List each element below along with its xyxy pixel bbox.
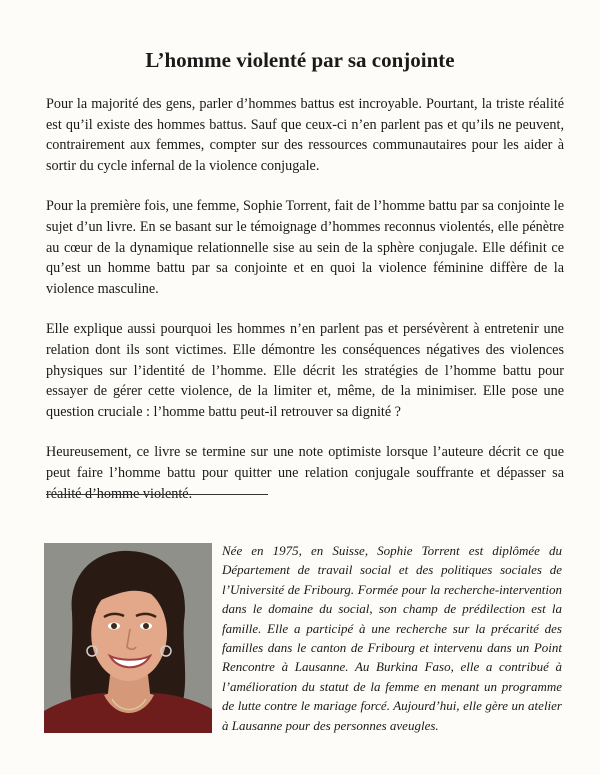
author-bio: Née en 1975, en Suisse, Sophie Torrent est diplômée du Département de travail social et des politiques sociales de l’Université de Fribourg. Formée pour la recherche-intervention dans le domaine du social, son champ de prédilection est la famille. Elle a participé à une recherche sur la précarité des familles dans le canton de Fribourg et intervenu dans un Point Rencontre à Lausanne. Au Burkina Faso, elle a contribué à l’amélioration du statut de la femme en menant un programme de lutte contre le mariage forcé. Aujourd’hui, elle gère un atelier à Lausanne pour des personnes aveugles.	[222, 543, 562, 733]
paragraph-themes: Elle explique aussi pourquoi les hommes n’en parlent pas et persévèrent à entretenir une relation dont ils sont victimes. Elle démontre les conséquences négatives des violences physiques sur l’identité de l’homme. Elle décrit les stratégies de l’homme battu pour essayer de gérer cette violence, de la limiter et, même, de la minimiser. Elle pose une question cruciale : l’homme battu peut-il retrouver sa dignité ?	[46, 321, 564, 420]
page-title: L’homme violenté par sa conjointe	[145, 48, 455, 72]
paragraph-conclusion: Heureusement, ce livre se termine sur une note optimiste lorsque l’auteure décrit ce que peut faire l’homme battu pour quitter une relation conjugale souffrante et dépasser sa réalité d’homme violenté.	[46, 444, 564, 502]
paragraph-book: Pour la première fois, une femme, Sophie Torrent, fait de l’homme battu par sa conjointe le sujet d’un livre. En se basant sur le témoignage d’hommes reconnus violentés, elle pénètre au cœur de la dynamique relationnelle sise au sein de la sphère conjugale. Elle définit ce qu’est un homme battu par sa conjointe et en quoi la violence féminine diffère de la violence masculine.	[46, 198, 565, 297]
author-portrait-illustration	[44, 543, 212, 733]
paragraph-intro: Pour la majorité des gens, parler d’hommes battus est incroyable. Pourtant, la triste réalité est qu’il existe des hommes battus. Sauf que ceux-ci n’en parlent pas et qu’ils ne peuvent, contrairement aux femmes, compter sur des ressources communautaires pour les aider à sortir du cycle infernal de la violence conjugale.	[46, 96, 564, 174]
main-text	[46, 94, 564, 524]
section-divider	[46, 494, 268, 495]
author-photo	[44, 543, 212, 733]
